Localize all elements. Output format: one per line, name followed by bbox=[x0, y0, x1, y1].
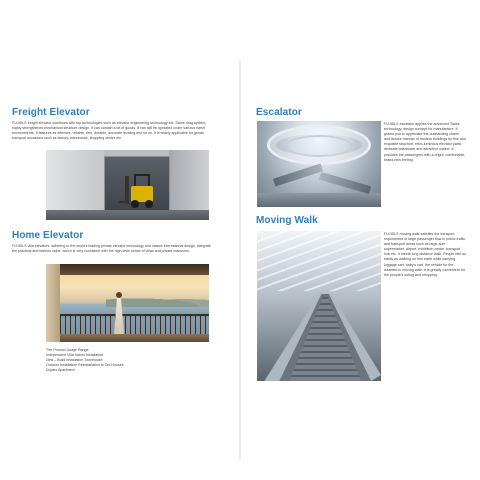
usage-range-item: Independent Villa Indoor Installation bbox=[46, 353, 104, 358]
woman-figure bbox=[114, 292, 124, 334]
usage-range-item: Outdoor Installation Reinstallation to Old Houses bbox=[46, 363, 124, 368]
usage-range-list bbox=[46, 348, 216, 373]
home-elevator-photo bbox=[46, 264, 209, 342]
page-fold bbox=[239, 60, 241, 460]
escalator-photo bbox=[257, 121, 381, 207]
forklift-graphic bbox=[123, 174, 157, 208]
escalator-heading: Escalator bbox=[256, 107, 302, 118]
moving-walk-heading: Moving Walk bbox=[256, 215, 318, 226]
home-elevator-description: FUJIDLS villa elevators, adhering to the world's leading private elevator technology and classic international design, integrate the practical and fashion value, which is very consistent with the high-level sense of villas and private mansions. bbox=[12, 244, 211, 254]
usage-range-title: The Product Usage Range bbox=[46, 348, 89, 352]
freight-elevator-heading: Freight Elevator bbox=[12, 107, 90, 118]
escalator-description: FUJIDLS escalator applies the advanced Swiss technology, design concept for manufacture. It grants you to appreciate the outstanding charm and deluxe manner of modern buildings by fine and exquisite structure, retro-luminous elevator parts, dedicate balustrade and attractive outline. It provides the passengers with a bright, comfortable, brand-new feeling. bbox=[384, 122, 466, 162]
home-elevator-heading: Home Elevator bbox=[12, 230, 84, 241]
moving-walk-photo bbox=[257, 231, 381, 381]
freight-elevator-description: FUJIDLS freight elevator combines with top technologies such as elevator engineering technology etc. Same drag system, highly strengthened mechanical structure design. It can contain a lot of goods. It can still be operated under various harsh environments. It features as effective, reliable, firm, durable, accurate leveling and so on. It is widely applicable for goods transport occasions such as factory, warehouse, shopping center etc. bbox=[12, 121, 207, 141]
freight-elevator-photo bbox=[46, 150, 209, 220]
usage-range-item: Duplex Apartment bbox=[46, 368, 75, 373]
usage-range-item: New – Build Installation Townhouse bbox=[46, 358, 103, 363]
moving-walk-description: FUJIDLS moving walk satisfies the transport requirement of large passenger flow in public traffic and transport areas such as large-size supermarket, airport, exhibition center, transport hub etc. It meets long-distance walk. People feel as easily as walking on firm earth while carrying luggage cart, baby's cart, the vehicle for the disabled in moving walk. It is greatly convenient for the people's outing and shopping. bbox=[384, 232, 466, 277]
